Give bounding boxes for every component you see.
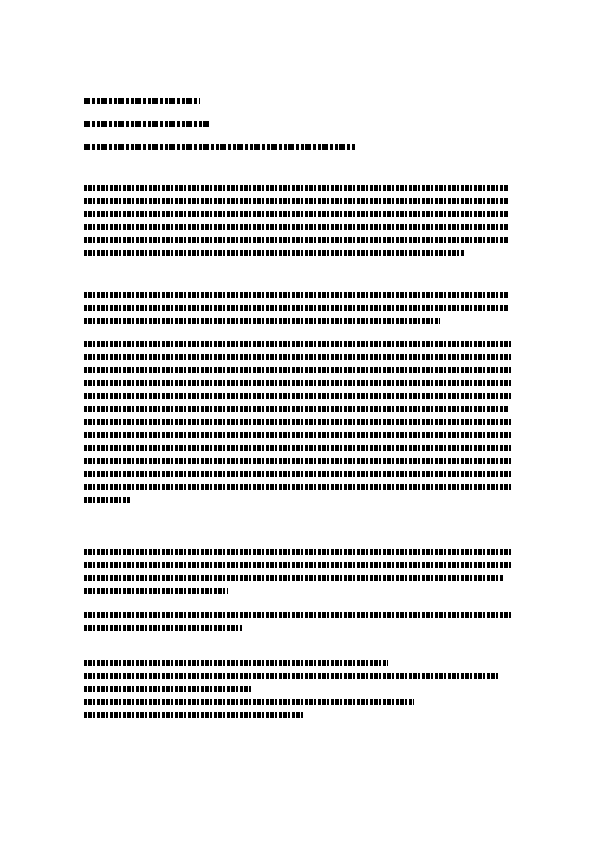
header-line-2 — [84, 121, 209, 127]
paragraph-line — [84, 393, 512, 399]
header-block — [84, 98, 514, 157]
header-line-1 — [84, 98, 200, 104]
paragraph-line — [84, 612, 512, 618]
paragraph-line — [84, 673, 500, 679]
paragraph-line — [84, 419, 512, 425]
paragraph-line — [84, 625, 242, 631]
paragraph-line — [84, 660, 388, 666]
header-line-3 — [84, 144, 356, 150]
paragraph-line — [84, 712, 304, 718]
paragraph-line — [84, 575, 504, 581]
paragraph-line — [84, 380, 512, 386]
paragraph-line — [84, 354, 512, 360]
paragraph-line — [84, 318, 440, 324]
paragraph-line — [84, 562, 512, 568]
paragraph-line — [84, 237, 508, 243]
paragraph-line — [84, 432, 512, 438]
paragraph-3 — [84, 341, 514, 510]
paragraph-6 — [84, 660, 514, 725]
paragraph-line — [84, 497, 130, 503]
paragraph-2 — [84, 292, 514, 331]
paragraph-line — [84, 484, 512, 490]
paragraph-line — [84, 305, 508, 311]
paragraph-5 — [84, 612, 514, 638]
paragraph-line — [84, 699, 414, 705]
paragraph-line — [84, 458, 512, 464]
paragraph-line — [84, 686, 252, 692]
paragraph-line — [84, 406, 508, 412]
paragraph-line — [84, 198, 508, 204]
paragraph-line — [84, 549, 512, 555]
paragraph-line — [84, 367, 512, 373]
paragraph-line — [84, 292, 508, 298]
paragraph-line — [84, 250, 464, 256]
paragraph-line — [84, 588, 228, 594]
paragraph-line — [84, 445, 512, 451]
paragraph-line — [84, 471, 512, 477]
paragraph-line — [84, 341, 512, 347]
paragraph-4 — [84, 549, 514, 601]
paragraph-line — [84, 211, 508, 217]
paragraph-1 — [84, 185, 514, 263]
paragraph-line — [84, 224, 508, 230]
paragraph-line — [84, 185, 508, 191]
